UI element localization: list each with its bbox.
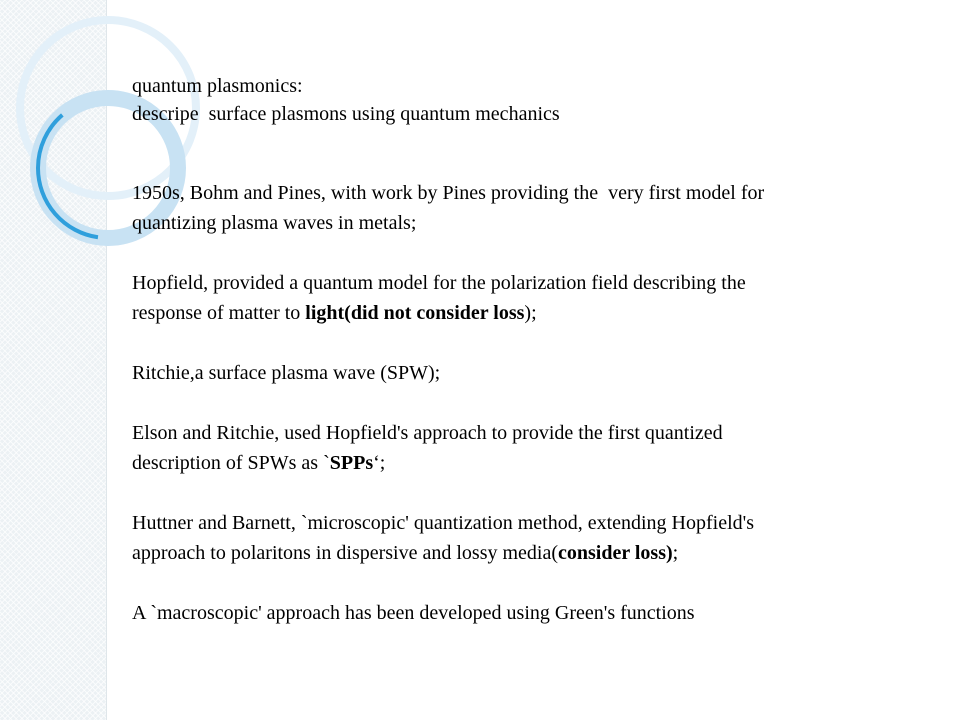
history-item-text: approach to polaritons in dispersive and lossy media( <box>132 542 559 564</box>
history-item-text: description of SPWs as ` <box>132 452 330 474</box>
history-item-emphasis: SPPs <box>329 452 374 474</box>
history-item-text-line <box>132 298 932 328</box>
history-item-text: response of matter to <box>132 302 306 324</box>
history-item-text: Hopfield, provided a quantum model for the polarization field describing the <box>132 272 746 294</box>
history-item-text-line <box>132 448 932 478</box>
history-item-hopfield <box>132 268 932 328</box>
history-item-text: Huttner and Barnett, `microscopic' quantization method, extending Hopfield's <box>132 512 755 534</box>
history-item-text: Ritchie,a surface plasma wave (SPW); <box>132 362 441 384</box>
history-item-text: A `macroscopic' approach has been developed using Green's functions <box>132 602 695 624</box>
history-list <box>132 178 932 658</box>
history-item-text: Elson and Ritchie, used Hopfield's approach to provide the first quantized <box>132 422 723 444</box>
history-item-ritchie <box>132 358 932 388</box>
history-item-huttner-barnett <box>132 508 932 568</box>
history-item-bohm-pines <box>132 178 932 238</box>
history-item-text: ); <box>524 302 537 324</box>
heading-subtitle: descripe surface plasmons using quantum mechanics <box>132 103 560 125</box>
history-item-text: ; <box>672 542 679 564</box>
heading-title: quantum plasmonics: <box>132 75 303 97</box>
history-item-macroscopic <box>132 598 932 628</box>
history-item-text: ‘; <box>373 452 386 474</box>
history-item-elson-ritchie <box>132 418 932 478</box>
history-item-text: 1950s, Bohm and Pines, with work by Pines providing the very first model for <box>132 182 765 204</box>
history-item-emphasis: consider loss) <box>558 542 673 564</box>
history-item-text-line <box>132 538 932 568</box>
slide-heading <box>132 72 932 128</box>
history-item-emphasis: light(did not consider loss <box>305 302 525 324</box>
history-item-text: quantizing plasma waves in metals; <box>132 212 417 234</box>
